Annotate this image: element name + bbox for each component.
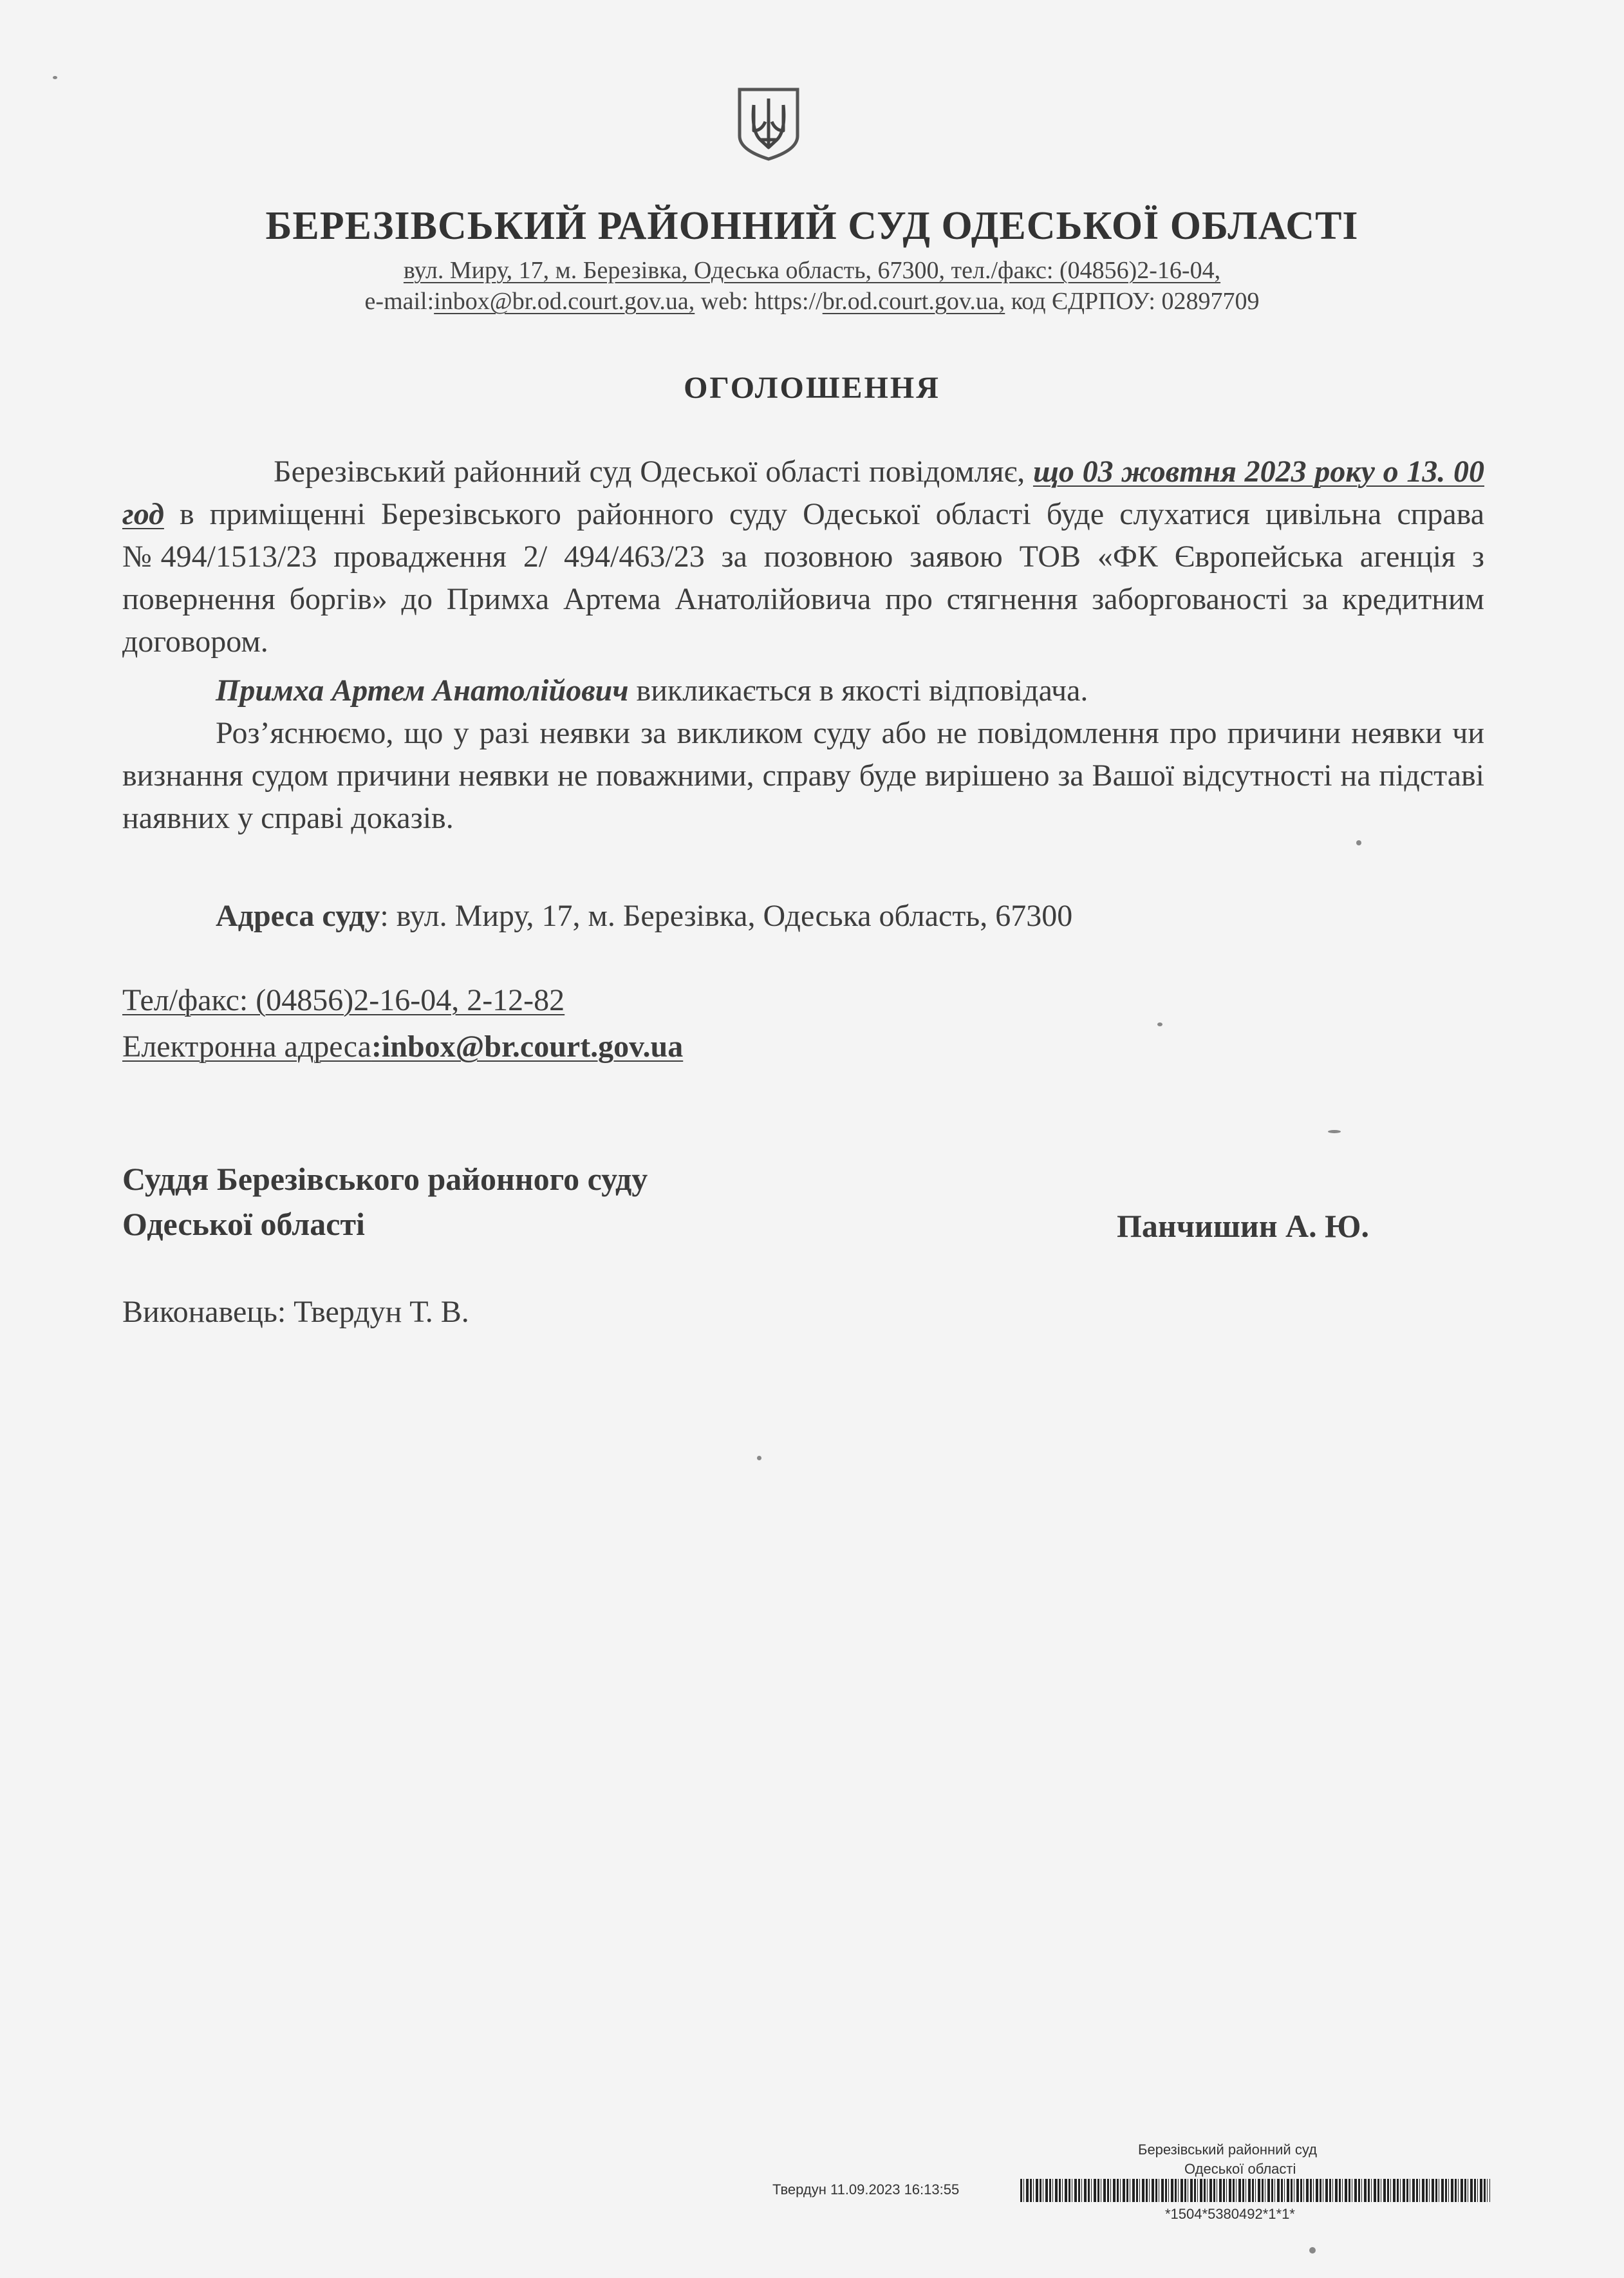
scan-speck xyxy=(1356,840,1361,845)
stamp-org-line-1: Березівський районний суд xyxy=(1138,2142,1317,2158)
court-contacts-line xyxy=(0,287,1624,315)
judge-name: Панчишин А. Ю. xyxy=(1117,1208,1369,1244)
p1-end: в приміщенні Березівського районного суду Одеської області буде слухатися цивільна справа №494/1513/23 провадження 2/ 494/463/23 за позовною заявою ТОВ «ФК Європейська агенція з повернення боргів» до Примха Артема Анатолійовича про стягнення заборгованості за кредитним договором. xyxy=(122,497,1484,659)
coat-of-arms-icon xyxy=(728,86,809,162)
court-address-contact xyxy=(216,898,1072,934)
executor: Виконавець: Твердун Т. В. xyxy=(122,1295,469,1329)
court-name: БЕРЕЗІВСЬКИЙ РАЙОННИЙ СУД ОДЕСЬКОЇ ОБЛАСТІ xyxy=(265,204,1359,248)
web-prefix: web: https:// xyxy=(695,288,823,315)
edrpou-code: код ЄДРПОУ: 02897709 xyxy=(1005,288,1260,315)
email-link[interactable]: :inbox@br.court.gov.ua xyxy=(371,1030,684,1064)
judge-title-line-1: Суддя Березівського районного суду xyxy=(122,1161,648,1197)
defendant-paragraph xyxy=(122,670,1484,712)
p1-start: Березівський районний суд Одеської області повідомляє, xyxy=(274,455,1033,489)
document-title: ОГОЛОШЕННЯ xyxy=(684,371,940,405)
clarification-paragraph: Роз’яснюємо, що у разі неявки за викликом суду або не повідомлення про причини неявки чи визнання судом причини неявки не поважними, справу буде вирішено за Вашої відсутності на підставі наявних у справі доказів. xyxy=(122,716,1484,835)
scan-speck xyxy=(757,1456,761,1460)
scan-speck xyxy=(1328,1130,1341,1133)
judge-title-line-2: Одеської області xyxy=(122,1206,365,1242)
court-address-line xyxy=(0,256,1624,285)
barcode xyxy=(1020,2179,1490,2202)
email-contact xyxy=(122,1029,683,1064)
email-prefix: e-mail: xyxy=(364,288,434,315)
email-label: Електронна адреса xyxy=(122,1030,371,1064)
stamp-org-line-2: Одеської області xyxy=(1184,2161,1296,2177)
court-website-link[interactable]: br.od.court.gov.ua, xyxy=(822,288,1005,315)
address-value: : вул. Миру, 17, м. Березівка, Одеська область, 67300 xyxy=(380,899,1073,933)
scan-speck xyxy=(1309,2247,1316,2254)
scan-speck xyxy=(1157,1022,1162,1026)
defendant-role: викликається в якості відповідача. xyxy=(628,673,1088,708)
hearing-datetime: що 03 жовтня 2023 року о 13. 00 год xyxy=(122,455,1485,531)
scan-speck xyxy=(53,76,57,79)
court-email-link[interactable]: inbox@br.od.court.gov.ua, xyxy=(434,288,695,315)
barcode-number: *1504*5380492*1*1* xyxy=(1165,2206,1295,2222)
announcement-paragraph xyxy=(122,451,1484,663)
address-label: Адреса суду xyxy=(216,899,380,933)
court-address: вул. Миру, 17, м. Березівка, Одеська область, 67300, тел./факс: (04856)2-16-04, xyxy=(403,257,1221,284)
phone-fax: Тел/факс: (04856)2-16-04, 2-12-82 xyxy=(122,983,565,1017)
phone-contact xyxy=(122,983,565,1018)
defendant-name: Примха Артем Анатолійович xyxy=(216,673,629,708)
stamp-registered: Твердун 11.09.2023 16:13:55 xyxy=(772,2181,960,2198)
